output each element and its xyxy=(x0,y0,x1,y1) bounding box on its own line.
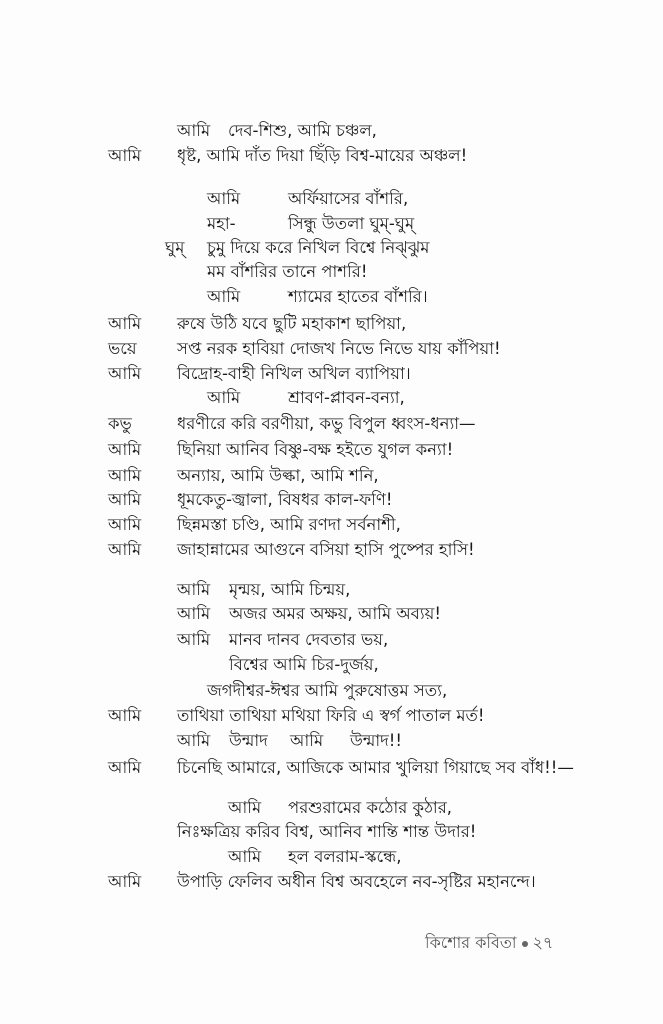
line-word: আমি xyxy=(177,630,211,649)
line-text: মানব দানব দেবতার ভয়, xyxy=(229,630,389,649)
line-lead-word: আমি xyxy=(108,466,142,485)
poem-line xyxy=(0,629,663,651)
poem-line xyxy=(0,439,663,461)
line-word: মহা- xyxy=(207,214,236,233)
page-footer xyxy=(425,930,553,957)
line-text: ধরণীরে করি বরণীয়া, কভু বিপুল ধ্বংস-ধন্যা— xyxy=(177,414,476,433)
line-word: আমি xyxy=(207,388,241,407)
line-word: আমি xyxy=(207,189,241,208)
line-text: বিদ্রোহ-বাহী নিখিল অখিল ব্যাপিয়া। xyxy=(177,364,411,383)
poem-line xyxy=(0,188,663,210)
poem-line xyxy=(0,680,663,702)
poem-line xyxy=(0,338,663,360)
line-text: ধৃষ্ট, আমি দাঁত দিয়া ছিঁড়ি বিশ্ব-মায়ের অঞ্চল! xyxy=(177,146,468,165)
line-text: অজর অমর অক্ষয়, আমি অব্যয়! xyxy=(229,604,441,623)
poem-line xyxy=(0,846,663,868)
line-text: বিশ্বের আমি চির-দুর্জয়, xyxy=(229,655,379,674)
line-lead-word: আমি xyxy=(108,146,142,165)
poem-line xyxy=(0,145,663,167)
line-text: দেব-শিশু, আমি চঞ্চল, xyxy=(228,121,377,140)
line-text: মৃন্ময়, আমি চিন্ময়, xyxy=(229,580,351,599)
line-text: পরশুরামের কঠোর কুঠার, xyxy=(288,798,453,817)
poem-line xyxy=(0,705,663,727)
line-word: আমি xyxy=(290,731,324,750)
poem-line xyxy=(0,413,663,435)
line-text: মম বাঁশরির তানে পাশরি! xyxy=(207,262,368,281)
book-title: কিশোর কবিতা xyxy=(425,933,517,952)
poem-line xyxy=(0,286,663,308)
line-text: ছিনিয়া আনিব বিষ্ণু-বক্ষ হইতে যুগল কন্যা! xyxy=(177,440,454,459)
poem-line xyxy=(0,465,663,487)
line-text: উপাড়ি ফেলিব অধীন বিশ্ব অবহেলে নব-সৃষ্টির মহানন্দে। xyxy=(177,872,536,891)
line-word: উন্মাদ!! xyxy=(350,731,403,750)
line-text: জাহান্নামের আগুনে বসিয়া হাসি পুষ্পের হাসি! xyxy=(177,540,475,559)
poem-line xyxy=(0,120,663,142)
line-lead-word: আমি xyxy=(108,490,142,509)
line-text: চিনেছি আমারে, আজিকে আমার খুলিয়া গিয়াছে সব বাঁধ!!— xyxy=(177,758,574,777)
line-text: জগদীশ্বর-ঈশ্বর আমি পুরুষোত্তম সত্য, xyxy=(207,681,448,700)
poem-line xyxy=(0,261,663,283)
line-text: শ্রাবণ-প্লাবন-বন্যা, xyxy=(288,388,405,407)
poem-line xyxy=(0,489,663,511)
line-lead-word: আমি xyxy=(108,872,142,891)
line-word: আমি xyxy=(177,121,211,140)
line-lead-word: আমি xyxy=(108,364,142,383)
poem-line xyxy=(0,757,663,779)
line-lead-word: আমি xyxy=(108,758,142,777)
line-word: আমি xyxy=(177,580,211,599)
line-text: অর্ফিয়াসের বাঁশরি, xyxy=(288,189,409,208)
poem-line xyxy=(0,821,663,843)
poem-line xyxy=(0,579,663,601)
line-lead-word: ঘুম্‌ xyxy=(165,238,185,257)
line-word: আমি xyxy=(228,798,262,817)
line-word: আমি xyxy=(207,287,241,306)
line-text: নিঃক্ষত্রিয় করিব বিশ্ব, আনিব শান্তি শান্ত উদার! xyxy=(177,822,477,841)
line-lead-word: আমি xyxy=(108,515,142,534)
line-lead-word: আমি xyxy=(108,540,142,559)
line-lead-word: আমি xyxy=(108,706,142,725)
line-text: সিন্ধু উতলা ঘুম্‌-ঘুম্‌ xyxy=(288,214,415,233)
poem-line xyxy=(0,514,663,536)
poem-line xyxy=(0,539,663,561)
line-text: চুমু দিয়ে করে নিখিল বিশ্বে নিঝ্‌ঝুম xyxy=(207,238,430,257)
line-lead-word: ভয়ে xyxy=(108,339,137,358)
line-text: অন্যায়, আমি উল্কা, আমি শনি, xyxy=(177,466,379,485)
line-lead-word: কভু xyxy=(108,414,132,433)
line-text: রুষে উঠি যবে ছুটি মহাকাশ ছাপিয়া, xyxy=(177,314,407,333)
line-word: উন্মাদ xyxy=(229,731,268,750)
line-lead-word: আমি xyxy=(108,314,142,333)
line-lead-word: আমি xyxy=(108,440,142,459)
line-text: সপ্ত নরক হাবিয়া দোজখ নিভে নিভে যায় কাঁপিয়া! xyxy=(177,339,501,358)
line-text: শ্যামের হাতের বাঁশরি। xyxy=(288,287,428,306)
poem-line xyxy=(0,797,663,819)
poem-line xyxy=(0,387,663,409)
line-text: ধূমকেতু-জ্বালা, বিষধর কাল-ফণি! xyxy=(177,490,393,509)
poem-line xyxy=(0,654,663,676)
poem-line xyxy=(0,603,663,625)
page-number: ২৭ xyxy=(532,933,554,952)
line-text: তাথিয়া তাথিয়া মথিয়া ফিরি এ স্বর্গ পাতাল মর্ত! xyxy=(177,706,485,725)
poem-line xyxy=(0,363,663,385)
poem-line xyxy=(0,871,663,893)
poem-line xyxy=(0,730,663,752)
line-text: ছিন্নমস্তা চণ্ডি, আমি রণদা সর্বনাশী, xyxy=(177,515,401,534)
poem-line xyxy=(0,313,663,335)
line-word: আমি xyxy=(177,731,211,750)
poem-line xyxy=(0,237,663,259)
line-word: আমি xyxy=(177,604,211,623)
bullet-dot-icon xyxy=(522,941,528,947)
line-text: হল বলরাম-স্কন্ধে, xyxy=(288,847,402,866)
line-word: আমি xyxy=(228,847,262,866)
poem-line xyxy=(0,213,663,235)
